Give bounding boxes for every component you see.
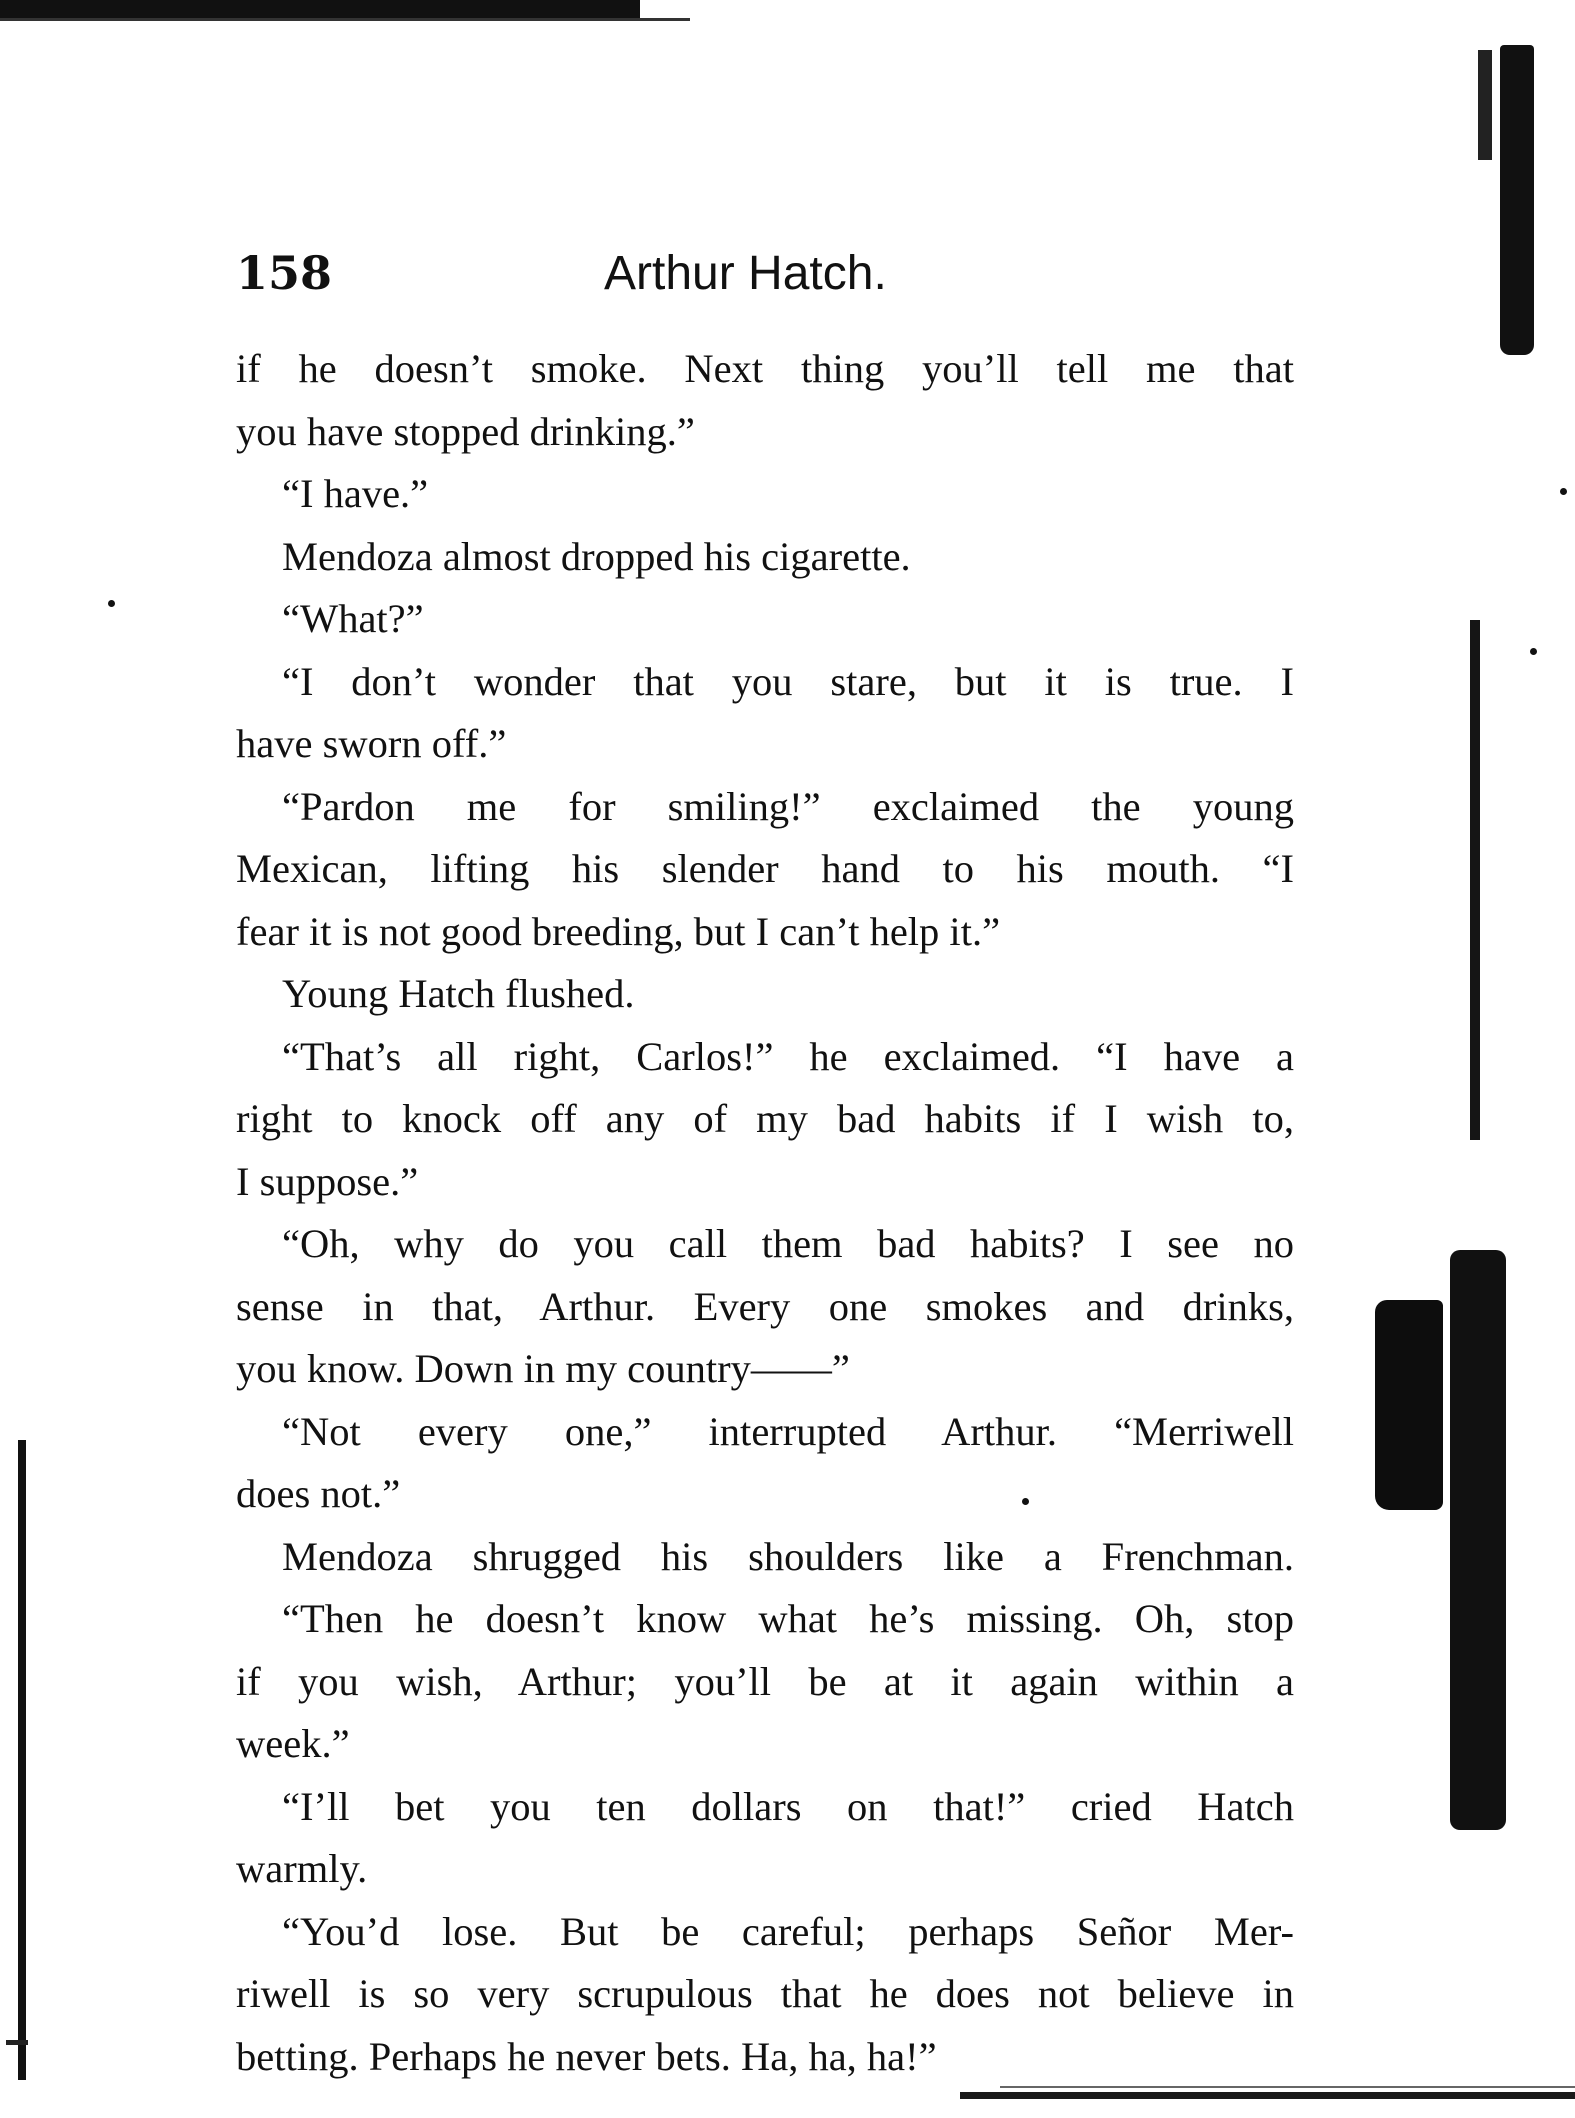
scan-edge-right-middle: [1470, 620, 1480, 1140]
text-line: “What?”: [282, 596, 424, 641]
text-line: have sworn off.”: [236, 721, 507, 766]
text-line: “Pardon me for smiling!” exclaimed the young: [282, 783, 1294, 829]
scan-edge-bottom: [960, 2092, 1575, 2099]
text-line: if you wish, Arthur; you’ll be at it again within a: [236, 1658, 1294, 1704]
scan-edge-right-bottom: [1450, 1250, 1506, 1830]
scan-speck: [108, 600, 115, 607]
page-number: 158: [236, 246, 333, 300]
text-line: betting. Perhaps he never bets. Ha, ha, ha!”: [236, 2033, 937, 2079]
scan-edge-left-tick: [6, 2040, 28, 2045]
text-line: “I don’t wonder that you stare, but it is true. I: [282, 658, 1294, 704]
text-line: you know. Down in my country——”: [236, 1346, 850, 1391]
scan-speck: [1530, 648, 1537, 655]
text-line: you have stopped drinking.”: [236, 408, 695, 454]
text-line: does not.”: [236, 1471, 401, 1516]
text-line: Mexican, lifting his slender hand to his mouth. “I: [236, 846, 1294, 891]
body-text: [236, 338, 1294, 2088]
text-line: fear it is not good breeding, but I can’t help it.”: [236, 908, 1001, 954]
scan-edge-top-line: [0, 18, 690, 21]
text-line: warmly.: [236, 1846, 368, 1891]
running-head: Arthur Hatch.: [604, 247, 887, 300]
text-line: “Not every one,” interrupted Arthur. “Merriwell: [282, 1408, 1294, 1454]
page-header: [236, 246, 1306, 306]
text-line: Young Hatch flushed.: [282, 971, 635, 1016]
text-line: “That’s all right, Carlos!” he exclaimed. “I have a: [282, 1033, 1294, 1079]
text-line: “Then he doesn’t know what he’s missing. Oh, stop: [282, 1596, 1294, 1641]
text-line: if he doesn’t smoke. Next thing you’ll tell me that: [236, 346, 1294, 391]
scan-speck: [1560, 488, 1567, 495]
scan-edge-right-top-inner: [1478, 50, 1492, 160]
text-line: “Oh, why do you call them bad habits? I see no: [282, 1221, 1294, 1266]
text-line: week.”: [236, 1721, 350, 1766]
text-line: riwell is so very scrupulous that he does not believe in: [236, 1971, 1294, 2016]
text-line: I suppose.”: [236, 1158, 419, 1204]
text-line: Mendoza almost dropped his cigarette.: [282, 533, 911, 579]
text-line: “I have.”: [282, 471, 429, 516]
text-line: right to knock off any of my bad habits if I wish to,: [236, 1096, 1294, 1141]
text-line: Mendoza shrugged his shoulders like a Frenchman.: [282, 1533, 1294, 1579]
scan-edge-right-top: [1500, 45, 1534, 355]
scan-ink-blot: [1375, 1300, 1443, 1510]
scan-edge-left: [18, 1440, 26, 2080]
text-line: sense in that, Arthur. Every one smokes and drinks,: [236, 1283, 1294, 1329]
scan-edge-top: [0, 0, 640, 20]
text-line: “You’d lose. But be careful; perhaps Señor Mer-: [282, 1908, 1294, 1954]
text-line: “I’ll bet you ten dollars on that!” cried Hatch: [282, 1783, 1294, 1829]
